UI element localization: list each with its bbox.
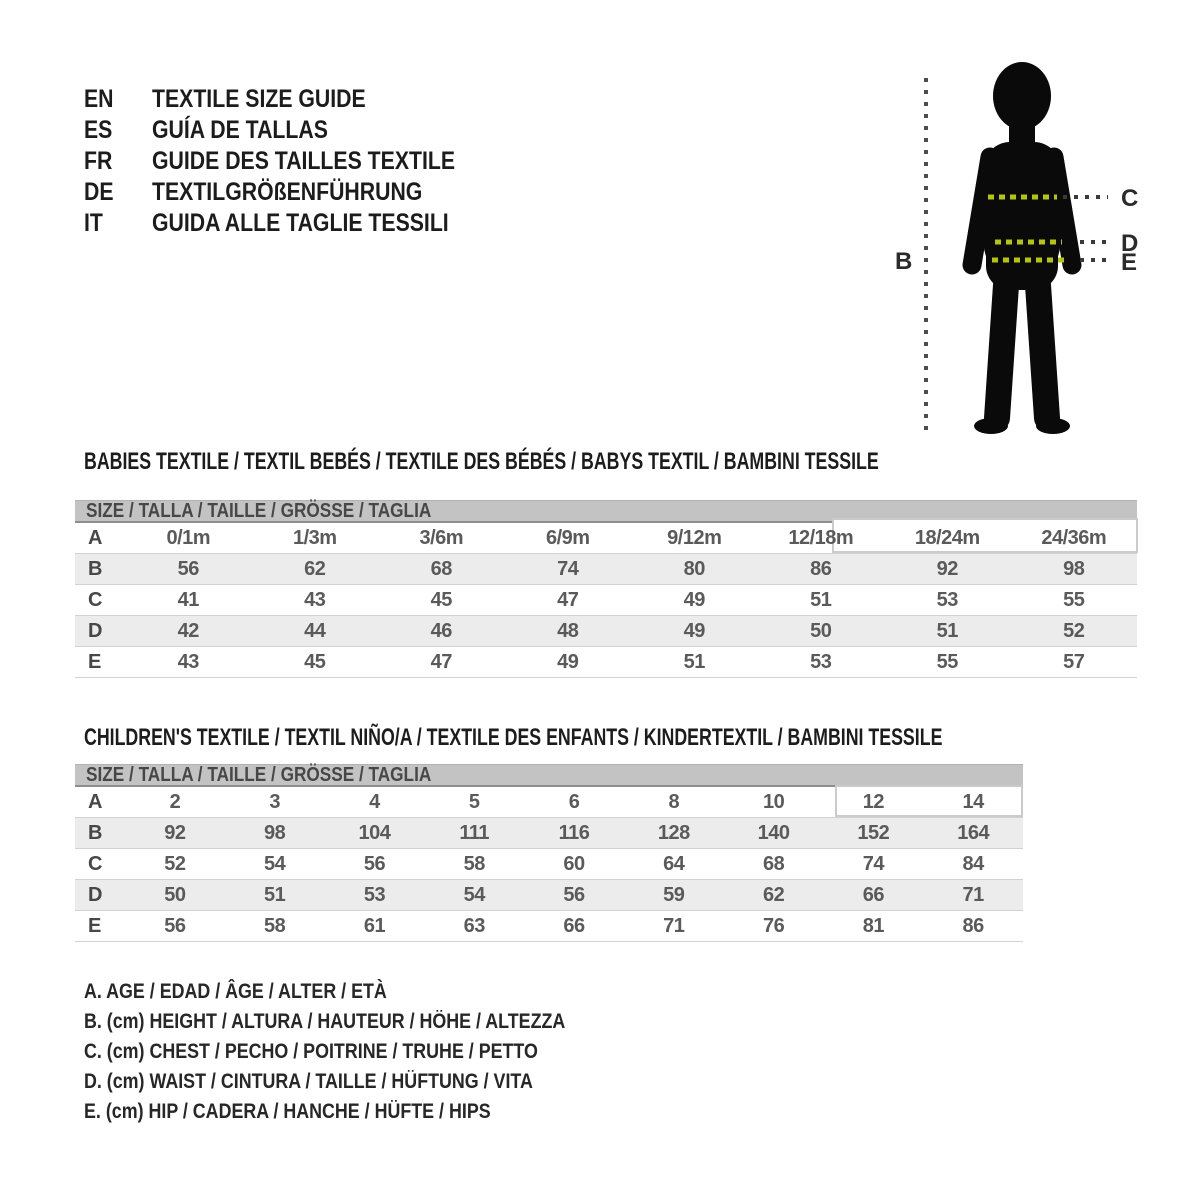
size-header-label: SIZE / TALLA / TAILLE / GRÖSSE / TAGLIA [86, 763, 432, 786]
table-cell: 10 [762, 790, 785, 813]
table-cell: 116 [558, 821, 590, 844]
guide-title-en: TEXTILE SIZE GUIDE [152, 85, 366, 113]
language-row-es [84, 115, 509, 146]
table-cell: 84 [962, 852, 984, 875]
table-cell: 152 [857, 821, 890, 844]
table-cell: 68 [762, 852, 785, 875]
row-label: A [88, 526, 102, 549]
row-label: B [88, 557, 102, 580]
table-cell: 52 [164, 852, 186, 875]
table-cell: 54 [463, 883, 485, 906]
table-cell: 24/36m [1041, 526, 1107, 549]
legend-height: B. (cm) HEIGHT / ALTURA / HAUTEUR / HÖHE / ALTEZZA [84, 1010, 566, 1033]
table-cell: 6 [568, 790, 580, 813]
table-cell: 5 [468, 790, 480, 813]
table-cell: 104 [358, 821, 391, 844]
row-label: E [88, 914, 101, 937]
row-label: D [88, 883, 102, 906]
guide-title-it: GUIDA ALLE TAGLIE TESSILI [152, 209, 449, 237]
hip-label-e: E [1121, 249, 1138, 276]
table-cell: 54 [264, 852, 286, 875]
table-cell: 62 [762, 883, 785, 906]
table-cell: 43 [304, 588, 326, 611]
table-cell: 140 [757, 821, 790, 844]
chest-label-c: C [1121, 185, 1139, 212]
language-code: FR [84, 147, 113, 175]
table-cell: 92 [164, 821, 186, 844]
table-cell: 80 [683, 557, 705, 580]
legend-waist: D. (cm) WAIST / CINTURA / TAILLE / HÜFTUNG / VITA [84, 1070, 533, 1093]
guide-title-fr: GUIDE DES TAILLES TEXTILE [152, 147, 456, 175]
row-label: E [88, 650, 101, 673]
table-cell: 98 [264, 821, 286, 844]
table-cell: 50 [164, 883, 186, 906]
table-row-c [75, 849, 1023, 880]
table-cell: 53 [810, 650, 832, 673]
table-cell: 58 [264, 914, 286, 937]
table-cell: 43 [177, 650, 199, 673]
table-cell: 59 [663, 883, 685, 906]
table-row-e [75, 911, 1023, 942]
table-cell: 55 [1063, 588, 1085, 611]
table-cell: 66 [563, 914, 585, 937]
language-code: IT [84, 209, 103, 237]
language-code: EN [84, 85, 114, 113]
language-row-it [84, 208, 509, 239]
table-cell: 71 [663, 914, 685, 937]
table-cell: 62 [304, 557, 326, 580]
language-code: DE [84, 178, 114, 206]
table-cell: 53 [363, 883, 386, 906]
table-cell: 47 [430, 650, 452, 673]
table-cell: 51 [683, 650, 705, 673]
size-header-label: SIZE / TALLA / TAILLE / GRÖSSE / TAGLIA [86, 499, 432, 522]
table-cell: 50 [810, 619, 832, 642]
table-cell: 74 [557, 557, 579, 580]
table-cell: 56 [177, 557, 199, 580]
table-cell: 98 [1063, 557, 1085, 580]
legend-age: A. AGE / EDAD / ÂGE / ALTER / ETÀ [84, 980, 387, 1003]
table-cell: 45 [304, 650, 326, 673]
language-row-de [84, 177, 509, 208]
table-row-b [75, 818, 1023, 849]
table-cell: 128 [657, 821, 690, 844]
table-row-d [75, 880, 1023, 911]
table-cell: 42 [177, 619, 199, 642]
table-cell: 49 [683, 619, 705, 642]
table-cell: 12/18m [788, 526, 854, 549]
guide-title-de: TEXTILGRÖßENFÜHRUNG [152, 178, 423, 206]
table-cell: 18/24m [914, 526, 980, 549]
height-label-b: B [895, 248, 913, 275]
table-cell: 60 [563, 852, 585, 875]
table-cell: 63 [463, 914, 485, 937]
table-cell: 2 [169, 790, 181, 813]
row-label: B [88, 821, 102, 844]
table-cell: 58 [463, 852, 485, 875]
language-title-list [84, 84, 509, 239]
table-cell: 47 [557, 588, 579, 611]
right-leg [1038, 285, 1047, 418]
row-label: C [88, 852, 102, 875]
row-label: C [88, 588, 102, 611]
table-cell: 49 [557, 650, 579, 673]
table-cell: 86 [810, 557, 832, 580]
table-row-b [75, 554, 1137, 585]
table-cell: 74 [862, 852, 884, 875]
table-cell: 76 [762, 914, 785, 937]
child-silhouette-diagram [880, 40, 1180, 460]
table-cell: 4 [369, 790, 380, 813]
babies-size-table [75, 500, 1137, 678]
table-cell: 56 [563, 883, 585, 906]
language-code: ES [84, 116, 113, 144]
table-cell: 68 [430, 557, 452, 580]
table-cell: 3 [269, 790, 280, 813]
children-section-heading: CHILDREN'S TEXTILE / TEXTIL NIÑO/A / TEXTILE DES ENFANTS / KINDERTEXTIL / BAMBINI TESSILE [84, 724, 943, 751]
table-cell: 164 [957, 821, 990, 844]
table-cell: 46 [430, 619, 452, 642]
table-cell: 55 [936, 650, 958, 673]
table-cell: 53 [936, 588, 958, 611]
table-cell: 66 [862, 883, 884, 906]
children-size-table [75, 764, 1023, 942]
child-silhouette [972, 62, 1072, 434]
table-row-a [75, 523, 1137, 554]
table-cell: 92 [936, 557, 958, 580]
table-cell: 56 [164, 914, 186, 937]
row-label: D [88, 619, 102, 642]
table-cell: 64 [663, 852, 685, 875]
table-cell: 56 [363, 852, 386, 875]
table-cell: 86 [962, 914, 984, 937]
table-cell: 0/1m [166, 526, 211, 549]
table-cell: 6/9m [545, 526, 590, 549]
measurement-figure [880, 40, 1180, 460]
table-cell: 8 [668, 790, 680, 813]
language-row-fr [84, 146, 509, 177]
table-cell: 44 [304, 619, 326, 642]
row-label: A [88, 790, 102, 813]
legend-hip: E. (cm) HIP / CADERA / HANCHE / HÜFTE / HIPS [84, 1100, 491, 1123]
table-cell: 111 [459, 821, 490, 844]
table-row-a [75, 787, 1023, 818]
table-cell: 12 [862, 790, 884, 813]
table-cell: 61 [363, 914, 386, 937]
table-cell: 3/6m [419, 526, 464, 549]
table-row-c [75, 585, 1137, 616]
table-cell: 1/3m [292, 526, 337, 549]
table-cell: 51 [810, 588, 832, 611]
table-cell: 14 [962, 790, 984, 813]
guide-title-es: GUÍA DE TALLAS [152, 116, 328, 144]
table-cell: 71 [962, 883, 984, 906]
language-row-en [84, 84, 509, 115]
legend-chest: C. (cm) CHEST / PECHO / POITRINE / TRUHE / PETTO [84, 1040, 538, 1063]
table-cell: 51 [936, 619, 958, 642]
table-cell: 52 [1063, 619, 1085, 642]
table-row-d [75, 616, 1137, 647]
measurement-legend [84, 977, 650, 1127]
table-cell: 49 [683, 588, 705, 611]
table-cell: 51 [264, 883, 286, 906]
table-cell: 41 [177, 588, 199, 611]
table-cell: 9/12m [667, 526, 722, 549]
size-header-band [75, 764, 1023, 787]
table-row-e [75, 647, 1137, 678]
table-cell: 48 [557, 619, 579, 642]
table-cell: 45 [430, 588, 452, 611]
waist-label-d: D [1121, 230, 1139, 257]
table-cell: 57 [1063, 650, 1085, 673]
table-cell: 81 [862, 914, 884, 937]
left-leg [997, 285, 1006, 418]
babies-section-heading: BABIES TEXTILE / TEXTIL BEBÉS / TEXTILE DES BÉBÉS / BABYS TEXTIL / BAMBINI TESSILE [84, 448, 879, 475]
